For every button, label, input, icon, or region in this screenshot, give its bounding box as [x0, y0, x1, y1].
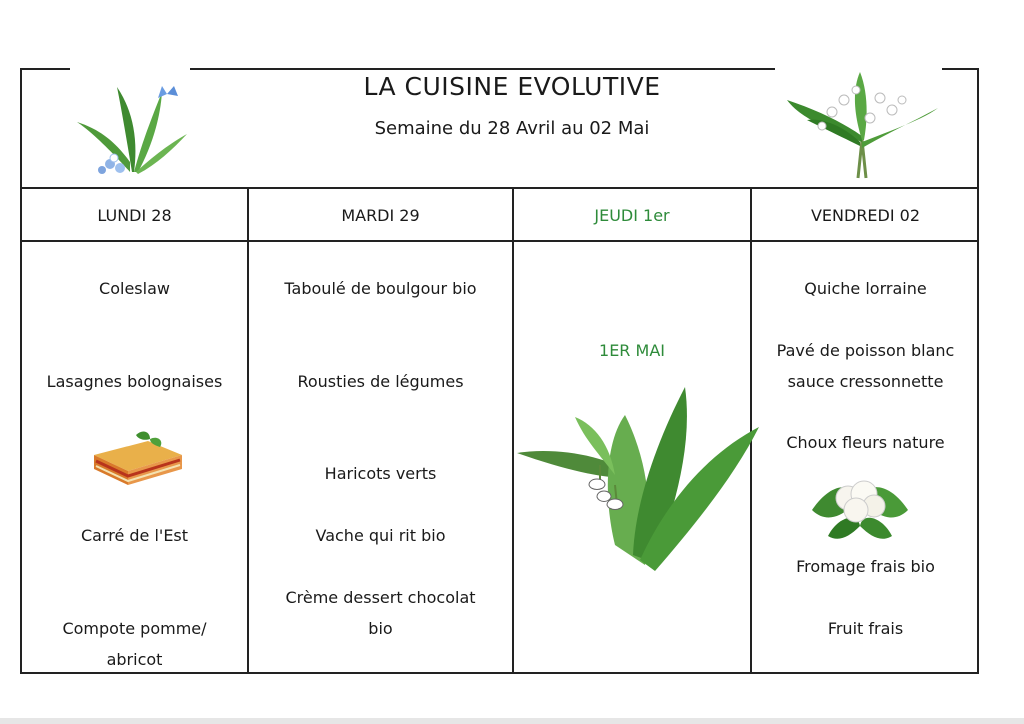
cauliflower-icon — [808, 466, 912, 544]
day-header-jeudi: JEUDI 1er — [594, 205, 670, 225]
menu-item: Crème dessert chocolat — [285, 588, 476, 607]
top-border-right — [942, 68, 979, 70]
page-title: LA CUISINE EVOLUTIVE — [363, 72, 661, 101]
menu-item: Choux fleurs nature — [786, 433, 945, 452]
menu-item: Carré de l'Est — [80, 526, 189, 545]
dayrow-divider — [20, 240, 979, 242]
lily-leaf-icon — [515, 385, 761, 575]
day-header-vendredi: VENDREDI 02 — [810, 205, 921, 225]
menu-item: Rousties de légumes — [297, 372, 464, 391]
menu-item: Vache qui rit bio — [315, 526, 446, 545]
header-divider — [20, 187, 979, 189]
menu-item: Fromage frais bio — [796, 557, 935, 576]
col-divider-2 — [512, 187, 514, 674]
menu-item: abricot — [106, 650, 163, 669]
top-border-left — [20, 68, 70, 70]
day-header-mardi: MARDI 29 — [341, 205, 420, 225]
day-header-lundi: LUNDI 28 — [97, 205, 172, 225]
week-subtitle: Semaine du 28 Avril au 02 Mai — [374, 118, 650, 139]
menu-item: Taboulé de boulgour bio — [284, 279, 477, 298]
menu-item: sauce cressonnette — [787, 372, 944, 391]
menu-item: Lasagnes bolognaises — [46, 372, 223, 391]
scan-edge — [0, 718, 1024, 724]
lasagna-icon — [88, 425, 188, 489]
lily-of-the-valley-icon — [72, 72, 190, 180]
lily-bouquet-icon — [782, 70, 942, 182]
top-border-center — [190, 68, 775, 70]
menu-item: Fruit frais — [827, 619, 904, 638]
menu-item: bio — [368, 619, 393, 638]
holiday-label: 1ER MAI — [599, 341, 665, 360]
menu-item: Coleslaw — [99, 279, 170, 298]
menu-item: Compote pomme/ — [62, 619, 207, 638]
menu-item: Haricots verts — [324, 464, 437, 483]
menu-item: Pavé de poisson blanc — [776, 341, 955, 360]
menu-item: Quiche lorraine — [804, 279, 927, 298]
